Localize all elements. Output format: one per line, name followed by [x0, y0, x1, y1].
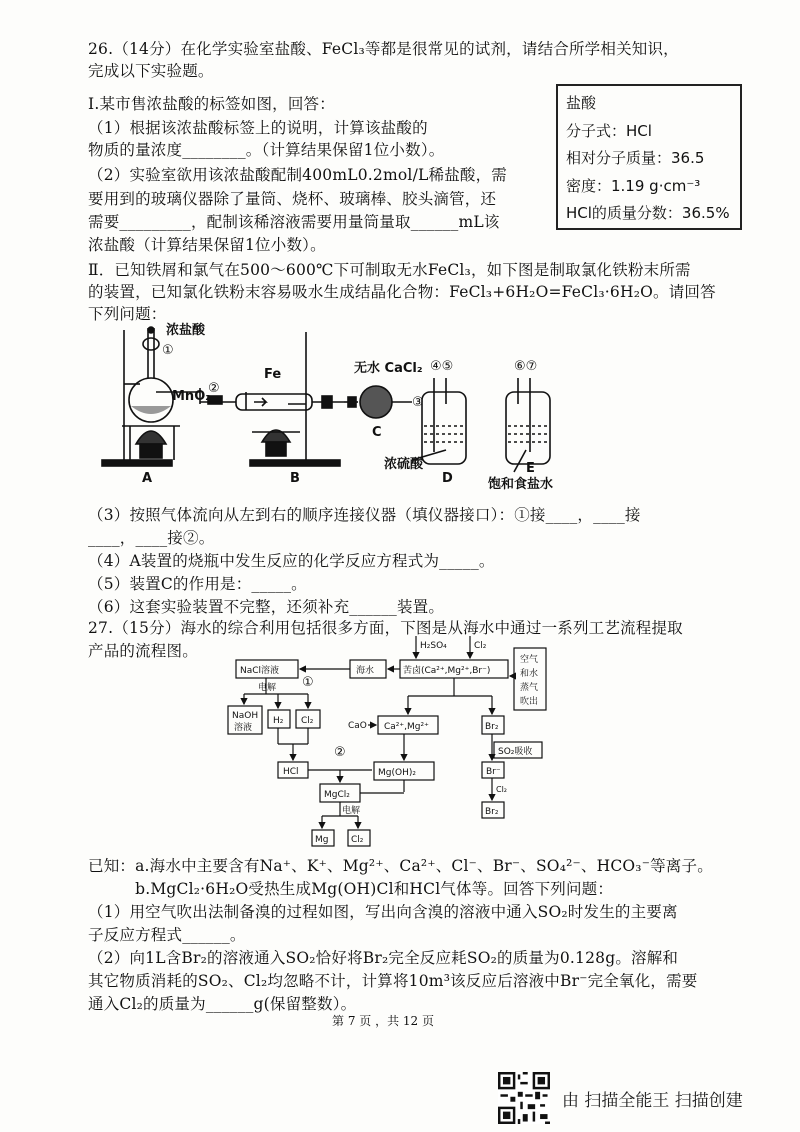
- label-density: 密度：1.19 g·cm⁻³: [566, 176, 701, 195]
- flow-circle-1: ①: [302, 675, 314, 690]
- flow-br2-b: Br₂: [485, 807, 499, 817]
- label-mno2: MnO₂: [172, 389, 211, 404]
- label-brine: 饱和食盐水: [488, 477, 554, 490]
- q27-line: 产品的流程图。: [88, 642, 198, 660]
- label-title: 盐酸: [566, 94, 597, 112]
- q26-line: （5）装置C的作用是：_____。: [88, 575, 307, 593]
- label-formula: 分子式：HCl: [566, 121, 652, 140]
- label-conc-h2so4: 浓硫酸: [384, 457, 424, 472]
- flow-h2: H₂: [273, 716, 284, 726]
- q26-line: 浓盐酸（计算结果保留1位小数）。: [88, 236, 326, 254]
- q26-line: 完成以下实验题。: [88, 62, 214, 80]
- flow-br2-a: Br₂: [485, 722, 499, 732]
- q26-line: 需要_________，配制该稀溶液需要用量筒量取______mL该: [88, 213, 500, 231]
- q26-line: 26.（14分）在化学实验室盐酸、FeCl₃等都是很常见的试剂，请结合所学相关知识，: [88, 40, 679, 58]
- port-3: ③: [412, 395, 424, 410]
- q26-line: 的装置，已知氯化铁粉末容易吸水生成结晶化合物：FeCl₃+6H₂O=FeCl₃·6H₂O。请回答: [88, 283, 716, 301]
- flow-seawater: 海水: [356, 666, 375, 676]
- seawater-flowchart: [226, 636, 558, 854]
- q26-line: （3）按照气体流向从左到右的顺序连接仪器（填仪器接口）：①接____，____接: [88, 506, 641, 524]
- q26-line: （2）实验室欲用该浓盐酸配制400mL0.2mol/L稀盐酸，需: [88, 166, 507, 184]
- q26-line: 要用到的玻璃仪器除了量筒、烧杯、玻璃棒、胶头滴管，还: [88, 190, 497, 208]
- qr-code-icon: [498, 1072, 550, 1124]
- q26-line: 物质的量浓度________。（计算结果保留1位小数）。: [88, 141, 445, 159]
- ports-4-5: ④⑤: [430, 359, 454, 374]
- flow-cl2-a: Cl₂: [301, 716, 314, 726]
- scanner-watermark: 由 扫描全能王 扫描创建: [562, 1091, 743, 1111]
- flow-brminus: Br⁻: [486, 767, 501, 777]
- flow-so2: SO₂吸收: [498, 747, 533, 757]
- q26-line: （6）这套实验装置不完整，还须补充______装置。: [88, 598, 445, 616]
- label-fe: Fe: [264, 367, 282, 382]
- flow-air-2: 和水: [520, 669, 539, 679]
- q27-line: （1）用空气吹出法制备溴的过程如图，写出向含溴的溶液中通入SO₂时发生的主要离: [88, 903, 678, 921]
- q27-line: 通入Cl₂的质量为______g(保留整数）。: [88, 995, 357, 1013]
- hcl-reagent-label: [556, 84, 742, 230]
- flow-air-3: 蒸气: [520, 683, 539, 693]
- flow-naoh-2: 溶液: [234, 723, 253, 733]
- q27-line: 其它物质消耗的SO₂、Cl₂均忽略不计，计算将10m³该反应后溶液中Br⁻完全氧化，需要: [88, 972, 698, 990]
- flow-mg: Mg: [315, 835, 329, 845]
- flow-hcl: HCl: [283, 767, 299, 777]
- port-1: ①: [162, 343, 174, 358]
- flow-electrolysis-2: 电解: [342, 806, 361, 816]
- flow-electrolysis-1: 电解: [258, 683, 277, 693]
- label-conc-hcl: 浓盐酸: [166, 323, 206, 338]
- flow-h2so4: H₂SO₄: [420, 641, 447, 651]
- flow-circle-2: ②: [334, 745, 346, 760]
- q26-line: Ⅰ.某市售浓盐酸的标签如图，回答：: [88, 95, 335, 113]
- label-cacl2: 无水 CaCl₂: [354, 361, 423, 376]
- flow-mgoh2: Mg(OH)₂: [378, 768, 416, 778]
- flow-cl2-c: Cl₂: [351, 835, 364, 845]
- q27-line: 27.（15分）海水的综合利用包括很多方面，下图是从海水中通过一系列工艺流程提取: [88, 619, 683, 637]
- q27-line: 已知：a.海水中主要含有Na⁺、K⁺、Mg²⁺、Ca²⁺、Cl⁻、Br⁻、SO₄²⁻、HCO₃⁻等离子。: [88, 857, 713, 875]
- flow-cao: CaO: [348, 721, 367, 731]
- q27-line: （2）向1L含Br₂的溶液通入SO₂恰好将Br₂完全反应耗SO₂的质量为0.128g。溶解和: [88, 949, 679, 967]
- q26-line: Ⅱ．已知铁屑和氯气在500～600℃下可制取无水FeCl₃，如下图是制取氯化铁粉末所需: [88, 261, 691, 279]
- q26-line: （1）根据该浓盐酸标签上的说明，计算该盐酸的: [88, 119, 428, 137]
- q27-line: 子反应方程式______。: [88, 926, 246, 944]
- flow-mgcl2: MgCl₂: [324, 790, 350, 800]
- q26-line: 下列问题：: [88, 305, 167, 323]
- flow-brine: 苦卤(Ca²⁺,Mg²⁺,Br⁻): [403, 666, 491, 676]
- flow-naoh-1: NaOH: [232, 711, 259, 721]
- label-E: E: [526, 461, 535, 476]
- ports-6-7: ⑥⑦: [514, 359, 538, 374]
- q27-line: b.MgCl₂·6H₂O受热生成Mg(OH)Cl和HCl气体等。回答下列问题：: [88, 880, 614, 898]
- flow-air-1: 空气: [520, 655, 539, 665]
- flow-cl2-top: Cl₂: [474, 641, 487, 651]
- q26-line: （4）A装置的烧瓶中发生反应的化学反应方程式为_____。: [88, 552, 495, 570]
- label-B: B: [290, 471, 300, 486]
- flow-cl2-b: Cl₂: [496, 785, 508, 794]
- apparatus-diagram: [96, 322, 566, 490]
- page-number: 第 7 页 ，共 12 页: [332, 1014, 434, 1028]
- flow-air-4: 吹出: [520, 697, 539, 707]
- flow-nacl: NaCl溶液: [240, 666, 280, 676]
- label-molar-mass: 相对分子质量：36.5: [566, 149, 705, 167]
- q26-line: ____，____接②。: [88, 529, 215, 547]
- label-D: D: [442, 471, 453, 486]
- label-A: A: [142, 471, 153, 486]
- port-2: ②: [208, 381, 220, 396]
- label-mass-fraction: HCl的质量分数：36.5%: [566, 204, 730, 222]
- flow-camg: Ca²⁺,Mg²⁺: [384, 722, 429, 732]
- label-C: C: [372, 425, 382, 440]
